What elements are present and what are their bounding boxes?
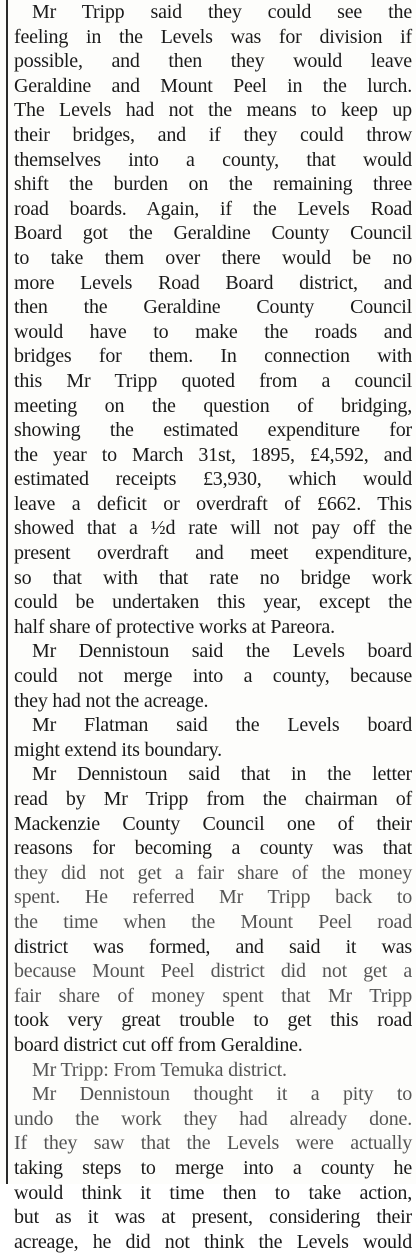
article-line: could be undertaken this year, except the bbox=[14, 591, 412, 614]
article-line: the year to March 31st, 1895, £4,592, and bbox=[14, 443, 412, 466]
article-line: half share of protective works at Pareora. bbox=[14, 615, 335, 638]
article-line: this Mr Tripp quoted from a council bbox=[14, 369, 412, 392]
article-line: because Mount Peel district did not get a bbox=[14, 960, 412, 983]
article-line: reasons for becoming a county was that bbox=[14, 837, 412, 860]
article-line: Mackenzie County Council one of their bbox=[14, 812, 412, 835]
article-line: Board got the Geraldine County Council bbox=[14, 222, 412, 245]
article-line: Mr Tripp said they could see the bbox=[32, 1, 412, 23]
article-line: board district cut off from Geraldine. bbox=[14, 1033, 303, 1056]
article-column bbox=[14, 0, 412, 1254]
article-line: they had not the acreage. bbox=[14, 689, 209, 712]
article-line: bridges for them. In connection with bbox=[14, 345, 412, 368]
article-line: spent. He referred Mr Tripp back to bbox=[14, 886, 412, 909]
article-line: showing the estimated expenditure for bbox=[14, 419, 412, 442]
article-line: possible, and then they would leave bbox=[14, 50, 412, 73]
article-line: to take them over there would be no bbox=[14, 246, 412, 269]
article-line: Mr Flatman said the Levels board bbox=[32, 714, 412, 737]
article-line: showed that a ½d rate will not pay off the bbox=[14, 517, 412, 540]
article-line: might extend its boundary. bbox=[14, 738, 222, 761]
article-line: their bridges, and if they could throw bbox=[14, 123, 412, 146]
article-line: read by Mr Tripp from the chairman of bbox=[14, 788, 412, 810]
article-line: then the Geraldine County Council bbox=[14, 296, 412, 319]
article-line: leave a deficit or overdraft of £662. This bbox=[14, 492, 412, 515]
article-line: estimated receipts £3,930, which would bbox=[14, 468, 412, 491]
article-line: feeling in the Levels was for division if bbox=[14, 25, 412, 48]
article-line: undo the work they had already done. bbox=[14, 1107, 412, 1130]
article-line: they did not get a fair share of the money bbox=[14, 861, 412, 884]
article-line: Mr Dennistoun said the Levels board bbox=[32, 640, 412, 663]
article-line: fair share of money spent that Mr Tripp bbox=[14, 984, 412, 1007]
article-line: Geraldine and Mount Peel in the lurch. bbox=[14, 74, 412, 97]
article-line: Mr Dennistoun thought it a pity to bbox=[32, 1083, 412, 1106]
article-line: present overdraft and meet expenditure, bbox=[14, 542, 412, 565]
article-line: Mr Dennistoun said that in the letter bbox=[32, 763, 412, 786]
article-line: acreage, he did not think the Levels would bbox=[14, 1230, 412, 1253]
article-line: themselves into a county, that would bbox=[14, 148, 412, 171]
column-rule bbox=[6, 0, 8, 1184]
article-line: meeting on the question of bridging, bbox=[14, 394, 412, 417]
article-line: would have to make the roads and bbox=[14, 320, 412, 343]
article-line: If they saw that the Levels were actually bbox=[14, 1132, 412, 1155]
article-line: took very great trouble to get this road bbox=[14, 1009, 412, 1032]
article-line: taking steps to merge into a county he bbox=[14, 1156, 412, 1179]
article-line: the time when the Mount Peel road bbox=[14, 910, 412, 933]
article-line: more Levels Road Board district, and bbox=[14, 271, 412, 294]
article-line: The Levels had not the means to keep up bbox=[14, 99, 412, 122]
article-line: shift the burden on the remaining three bbox=[14, 173, 412, 196]
article-line: but as it was at present, considering their bbox=[14, 1206, 412, 1229]
article-line: district was formed, and said it was bbox=[14, 935, 412, 958]
article-line: could not merge into a county, because bbox=[14, 665, 412, 688]
article-line: Mr Tripp: From Temuka district. bbox=[32, 1058, 287, 1081]
article-line: would think it time then to take action, bbox=[14, 1181, 412, 1204]
article-line: so that with that rate no bridge work bbox=[14, 566, 412, 589]
article-line: road boards. Again, if the Levels Road bbox=[14, 197, 412, 220]
